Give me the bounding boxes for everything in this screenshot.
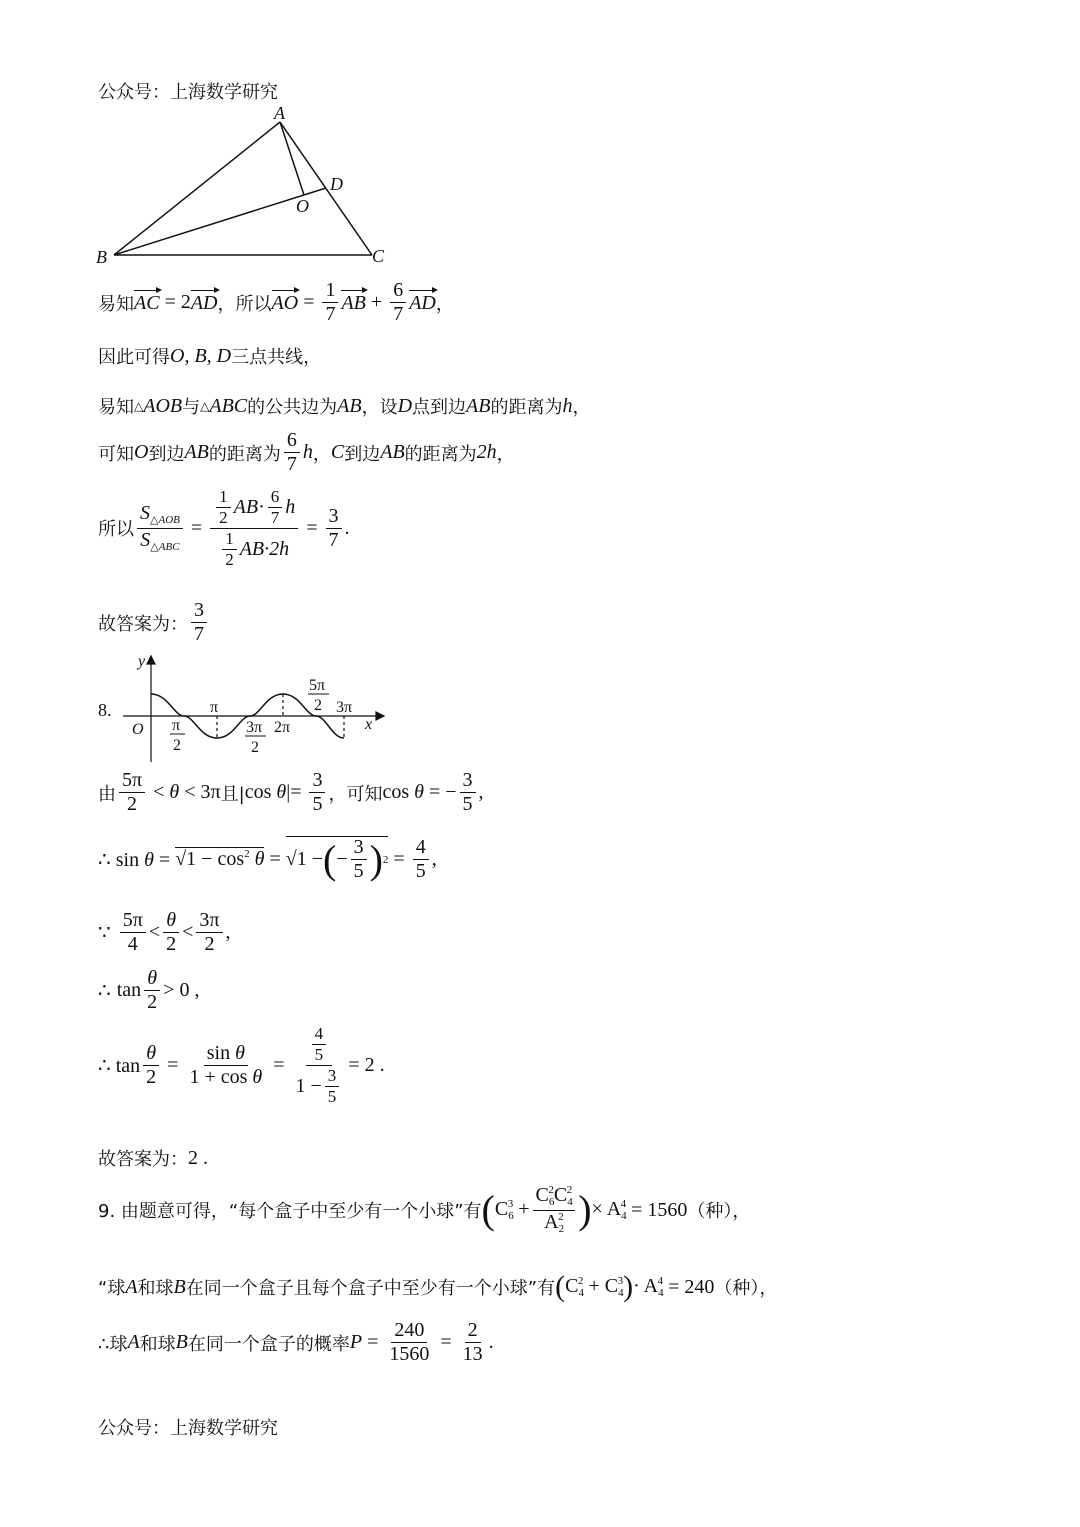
p7-area-ratio: 所以 $\frac{S_{\triangle AOB}}{S_{\triangle ABC}}$ = $\frac{1}{2}$ AB · $\frac{6}{7}$ h $\frac{1}{2}$ AB·2h = $\frac{3}{7}$ .: [98, 487, 350, 569]
header-text: 公众号：上海数学研究: [98, 82, 278, 103]
p9-line-2: “球 A 和球 B 在同一个盒子且每个盒子中至少有一个小球”有 ( $C_4^2 + C_4^3$ ) · $A_4^4$ = 240 （种），: [98, 1270, 778, 1303]
p8-line-5: ∴ tan $\frac{\theta}{2}$ = $\frac{\text{sin θ}}{\text{1 + cos θ}}$ = $\frac{4}{5}$ 1 − $\frac{3}{5}$ = 2 .: [98, 1024, 385, 1106]
tick-3pi: 3π: [336, 699, 353, 716]
y-axis-arrow: [147, 656, 155, 664]
p7-line-3: 易知 △ AOB 与 △ ABC 的公共边为 AB ，设 D 点到边 AB 的距离为 h ，: [98, 394, 591, 418]
p8-line-1: 由 $\frac{5\pi}{2}$ < θ < 3π 且| cos θ|= $\frac{3}{5}$ ，可知 cos θ = − $\frac{3}{5}$ ,: [98, 769, 484, 815]
x-label: x: [365, 716, 373, 733]
p7-answer: 故答案为： $\frac{3}{7}$: [98, 600, 210, 645]
tick-5pi-half-den: 2: [314, 697, 322, 714]
p8-line-3: ∵ $\frac{5\pi}{4}$ < $\frac{\theta}{2}$ < $\frac{3\pi}{2}$ ,: [98, 909, 231, 955]
p7-line-4: 可知 O 到边 AB 的距离为 $\frac{6}{7}$ h ， C 到边 AB 的距离为 2h ，: [98, 429, 515, 475]
p8-number: 8.: [98, 700, 112, 720]
tick-3pi-half-den: 2: [251, 739, 259, 756]
footer-text: 公众号：上海数学研究: [98, 1418, 278, 1439]
vector-ao: AO: [271, 292, 299, 314]
p7-line-1: 易知 AC = 2 AD ，所以 AO = $\frac{1}{7}$ AB + $\frac{6}{7}$ AD ，: [98, 279, 454, 325]
y-label: y: [138, 653, 146, 670]
tick-pi-half-num: π: [172, 717, 181, 734]
p8-answer: 故答案为： 2 .: [98, 1146, 208, 1170]
p8-line-4: ∴ tan $\frac{\theta}{2}$ > 0 ,: [98, 967, 200, 1013]
tick-3pi-half-num: 3π: [246, 719, 263, 736]
segment-ao: [280, 122, 304, 195]
label-a: A: [274, 103, 285, 123]
triangle-figure: [90, 100, 410, 270]
vector-ac: AC: [134, 292, 160, 314]
origin-label: O: [132, 721, 144, 738]
tick-2pi: 2π: [274, 719, 291, 736]
cosine-graph: [118, 652, 388, 762]
p9-line-3: ∴球 A 和球 B 在同一个盒子的概率 P = $\frac{240}{1560}$ = $\frac{2}{13}$ .: [98, 1319, 494, 1365]
vector-ad: AD: [190, 292, 218, 314]
x-axis-arrow: [376, 712, 384, 720]
segment-bd: [114, 188, 326, 255]
vector-ab: AB: [341, 292, 366, 314]
tick-pi: π: [210, 699, 219, 716]
label-o: O: [296, 196, 309, 216]
p9-line-1: 9. 由题意可得，“每个盒子中至少有一个小球”有 ( $C_6^3$ + $\frac{C_6^2C_4^2}{A_2^2}$ ) × $A_4^4$ = 1560 （种），: [98, 1184, 751, 1235]
label-b: B: [96, 247, 107, 267]
p7-line-2: 因此可得 O, B, D 三点共线，: [98, 344, 322, 368]
label-c: C: [372, 246, 385, 266]
p8-line-2: ∴ sin θ = $√1 - \cos^2 \theta$ = √1 − ( − $\frac{3}{5}$ ) 2 = $\frac{4}{5}$ ,: [98, 835, 437, 882]
label-d: D: [330, 174, 343, 194]
tick-5pi-half-num: 5π: [309, 677, 326, 694]
edge-ab: [114, 122, 280, 255]
tick-pi-half-den: 2: [173, 737, 181, 754]
